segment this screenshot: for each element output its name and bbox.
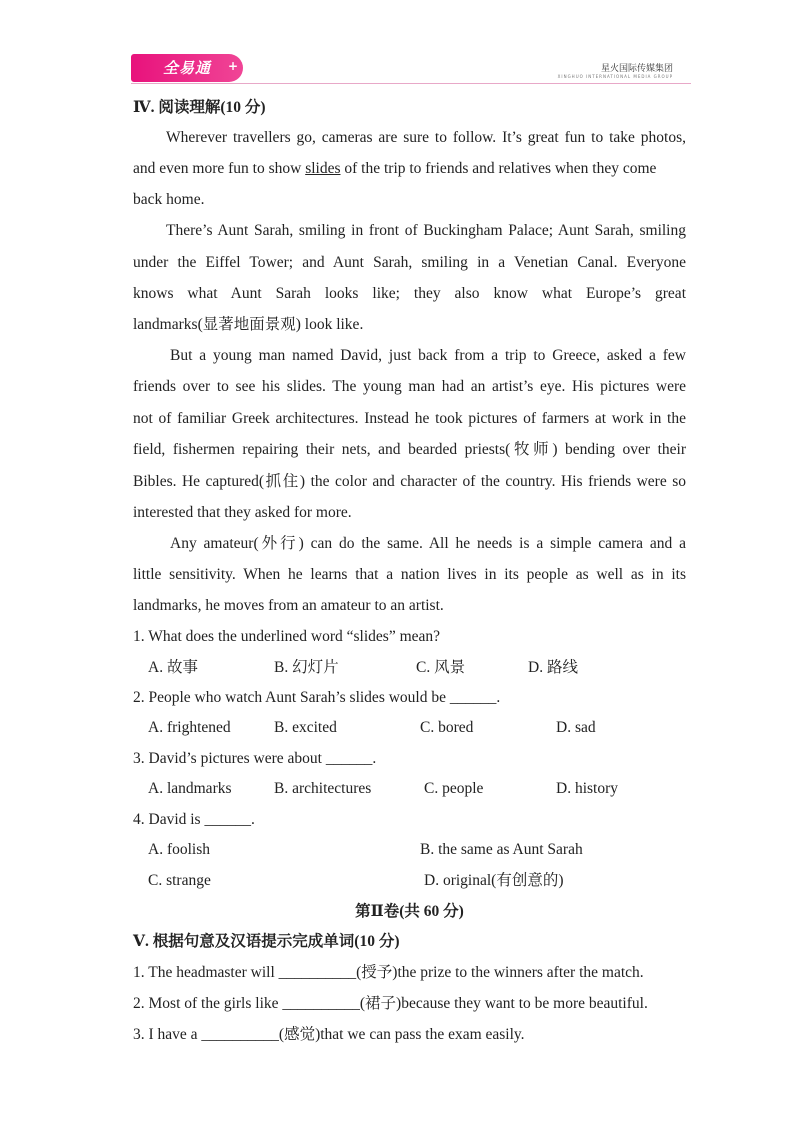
passage-line: not of familiar Greek architectures. Instead he took pictures of farmers at work in the [133,410,686,427]
option-d: D. history [556,780,618,797]
option-c: C. people [424,780,484,797]
passage-line: back home. [133,191,205,208]
option-b: B. architectures [274,780,372,797]
question-3: 3. David’s pictures were about ______. [133,750,377,767]
passage-line: interested that they asked for more. [133,504,352,521]
option-d: D. sad [556,719,596,736]
question-4: 4. David is ______. [133,811,255,828]
option-a: A. landmarks [148,780,232,797]
logo-star-icon: + [227,59,239,73]
passage-line: under the Eiffel Tower; and Aunt Sarah, smiling in a Venetian Canal. Everyone [133,254,686,271]
option-d: D. original(有创意的) [424,872,564,889]
section-5-title: Ⅴ. 根据句意及汉语提示完成单词(10 分) [133,933,400,950]
option-c: C. 风景 [416,659,466,676]
fill-in-item: 3. I have a __________(感觉)that we can pass the exam easily. [133,1026,525,1043]
underlined-word: slides [305,160,341,177]
publisher-name: 星火国际传媒集团 [600,64,673,74]
option-a: A. frightened [148,719,231,736]
passage-line [133,159,686,179]
option-c: C. bored [420,719,474,736]
brand-logo [131,54,243,82]
logo-text: 全易通 [162,59,211,77]
question-1: 1. What does the underlined word “slides” mean? [133,628,441,645]
passage-line: Bibles. He captured(抓住) the color and character of the country. His friends were so [133,473,686,490]
option-c: C. strange [148,872,211,889]
question-2: 2. People who watch Aunt Sarah’s slides would be ______. [133,689,501,706]
option-a: A. 故事 [148,659,198,676]
header-divider [131,83,691,84]
fill-in-item: 2. Most of the girls like __________(裙子)because they want to be more beautiful. [133,995,648,1012]
passage-line: But a young man named David, just back from a trip to Greece, asked a few [170,347,686,364]
publisher-subtitle: XINGHUO INTERNATIONAL MEDIA GROUP [557,74,673,79]
fill-in-item: 1. The headmaster will __________(授予)the prize to the winners after the match. [133,964,644,981]
option-a: A. foolish [148,841,210,858]
passage-text: and even more fun to show [133,160,306,177]
option-b: B. the same as Aunt Sarah [420,841,583,858]
passage-line: landmarks, he moves from an amateur to an artist. [133,597,444,614]
part-2-title: 第Ⅱ卷(共 60 分) [355,903,464,920]
page-header [131,54,691,84]
passage-line: Any amateur(外行) can do the same. All he needs is a simple camera and a [170,535,686,552]
passage-line: landmarks(显著地面景观) look like. [133,316,364,333]
passage-text: of the trip to friends and relatives when they come [340,160,657,177]
option-b: B. excited [274,719,337,736]
option-d: D. 路线 [528,659,578,676]
passage-line: Wherever travellers go, cameras are sure to follow. It’s great fun to take photos, [166,129,686,146]
option-b: B. 幻灯片 [274,659,339,676]
passage-line: There’s Aunt Sarah, smiling in front of Buckingham Palace; Aunt Sarah, smiling [166,222,686,239]
passage-line: knows what Aunt Sarah looks like; they also know what Europe’s great [133,285,686,302]
passage-line: little sensitivity. When he learns that a nation lives in its people as well as in its [133,566,686,583]
section-4-title: Ⅳ. 阅读理解(10 分) [133,99,266,116]
passage-line: field, fishermen repairing their nets, and bearded priests(牧师) bending over their [133,441,686,458]
passage-line: friends over to see his slides. The young man had an artist’s eye. His pictures were [133,378,686,395]
